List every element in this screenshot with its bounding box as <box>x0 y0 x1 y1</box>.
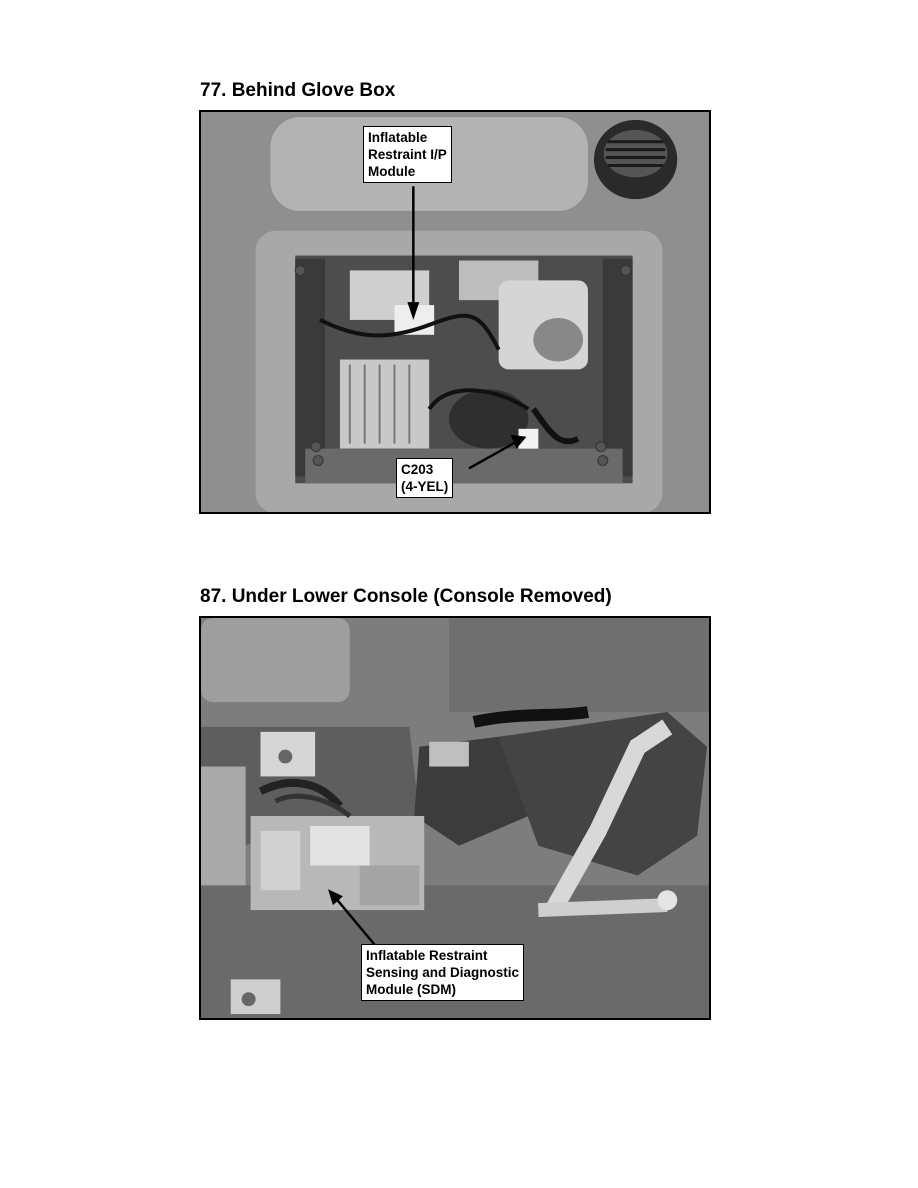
module-callout: Inflatable Restraint I/P Module <box>363 126 452 183</box>
figure-77-heading: 77. Behind Glove Box <box>200 80 396 101</box>
connector-callout: C203 (4-YEL) <box>396 458 453 498</box>
console-photo <box>199 616 711 1020</box>
sdm-callout: Inflatable Restraint Sensing and Diagnostic Module (SDM) <box>361 944 524 1001</box>
figure-87-heading: 87. Under Lower Console (Console Removed) <box>200 586 612 607</box>
glove-box-photo-drawing <box>201 112 709 512</box>
glove-box-photo <box>199 110 711 514</box>
